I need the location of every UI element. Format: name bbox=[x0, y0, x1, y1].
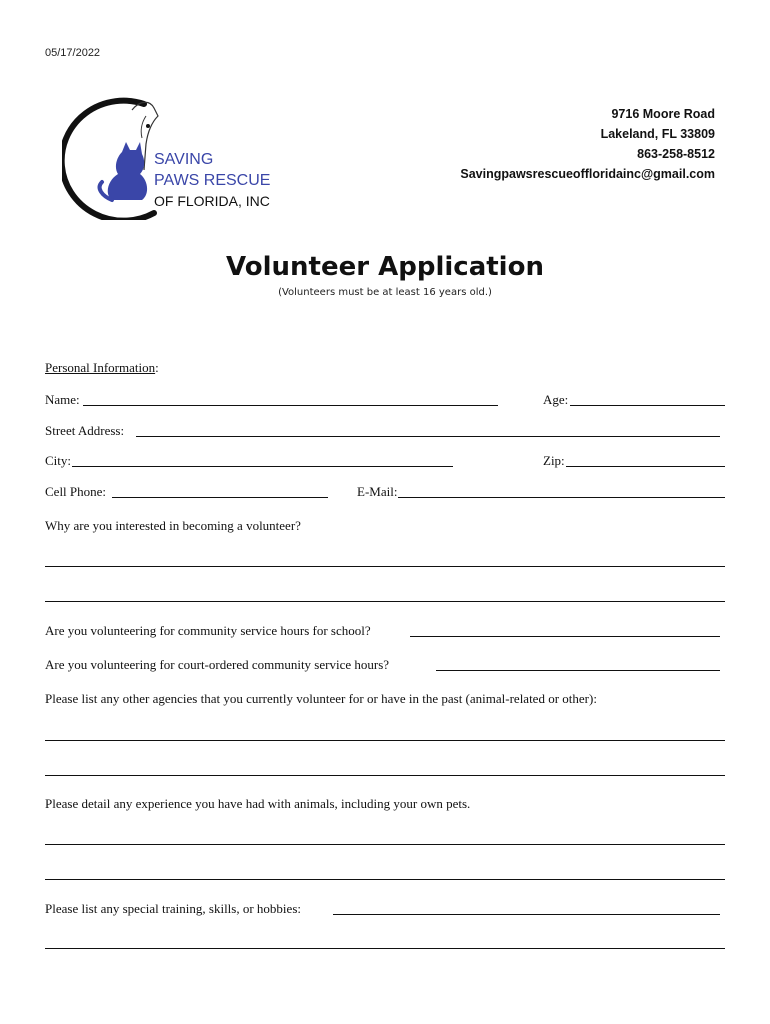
court-ordered-field[interactable] bbox=[436, 670, 720, 671]
logo-line-2: PAWS RESCUE bbox=[154, 172, 271, 189]
address-phone: 863-258-8512 bbox=[637, 147, 715, 161]
address-email: Savingpawsrescueoffloridainc@gmail.com bbox=[460, 167, 715, 181]
other-agencies-question: Please list any other agencies that you currently volunteer for or have in the past (animal-related or other): bbox=[45, 691, 597, 706]
other-agencies-line-2[interactable] bbox=[45, 775, 725, 776]
logo-line-3: OF FLORIDA, INC bbox=[154, 193, 270, 209]
age-label: Age: bbox=[543, 392, 569, 407]
animal-experience-line-1[interactable] bbox=[45, 844, 725, 845]
zip-label: Zip: bbox=[543, 453, 565, 468]
court-ordered-question: Are you volunteering for court-ordered community service hours? bbox=[45, 657, 390, 672]
page-subtitle: (Volunteers must be at least 16 years old.) bbox=[278, 287, 492, 298]
email-label: E-Mail: bbox=[357, 484, 398, 499]
street-address-field[interactable] bbox=[136, 436, 720, 437]
community-service-field[interactable] bbox=[410, 636, 720, 637]
zip-field[interactable] bbox=[566, 466, 725, 467]
address-city: Lakeland, FL 33809 bbox=[600, 127, 715, 141]
section-heading bbox=[45, 360, 159, 376]
why-volunteer-line-1[interactable] bbox=[45, 566, 725, 567]
cell-phone-field[interactable] bbox=[112, 497, 328, 498]
other-agencies-line-1[interactable] bbox=[45, 740, 725, 741]
animal-experience-line-2[interactable] bbox=[45, 879, 725, 880]
animal-experience-question: Please detail any experience you have had with animals, including your own pets. bbox=[45, 796, 471, 811]
name-label: Name: bbox=[45, 392, 80, 407]
community-service-question: Are you volunteering for community service hours for school? bbox=[45, 623, 371, 638]
address-street: 9716 Moore Road bbox=[611, 107, 715, 121]
organization-address bbox=[460, 104, 715, 184]
city-field[interactable] bbox=[72, 466, 453, 467]
form-date: 05/17/2022 bbox=[45, 47, 101, 59]
city-label: City: bbox=[45, 453, 72, 468]
special-training-field[interactable] bbox=[333, 914, 720, 915]
organization-logo bbox=[62, 96, 272, 220]
name-field[interactable] bbox=[83, 405, 498, 406]
section-colon: : bbox=[155, 360, 159, 375]
email-field[interactable] bbox=[398, 497, 725, 498]
why-volunteer-question: Why are you interested in becoming a volunteer? bbox=[45, 518, 301, 533]
special-training-question: Please list any special training, skills, or hobbies: bbox=[45, 901, 301, 916]
logo-graphic bbox=[62, 96, 272, 220]
why-volunteer-line-2[interactable] bbox=[45, 601, 725, 602]
section-title: Personal Information bbox=[45, 360, 156, 375]
page-title: Volunteer Application bbox=[226, 252, 544, 282]
age-field[interactable] bbox=[570, 405, 725, 406]
logo-line-1: SAVING bbox=[154, 151, 214, 168]
street-address-label: Street Address: bbox=[45, 423, 125, 438]
special-training-line-2[interactable] bbox=[45, 948, 725, 949]
cell-phone-label: Cell Phone: bbox=[45, 484, 107, 499]
